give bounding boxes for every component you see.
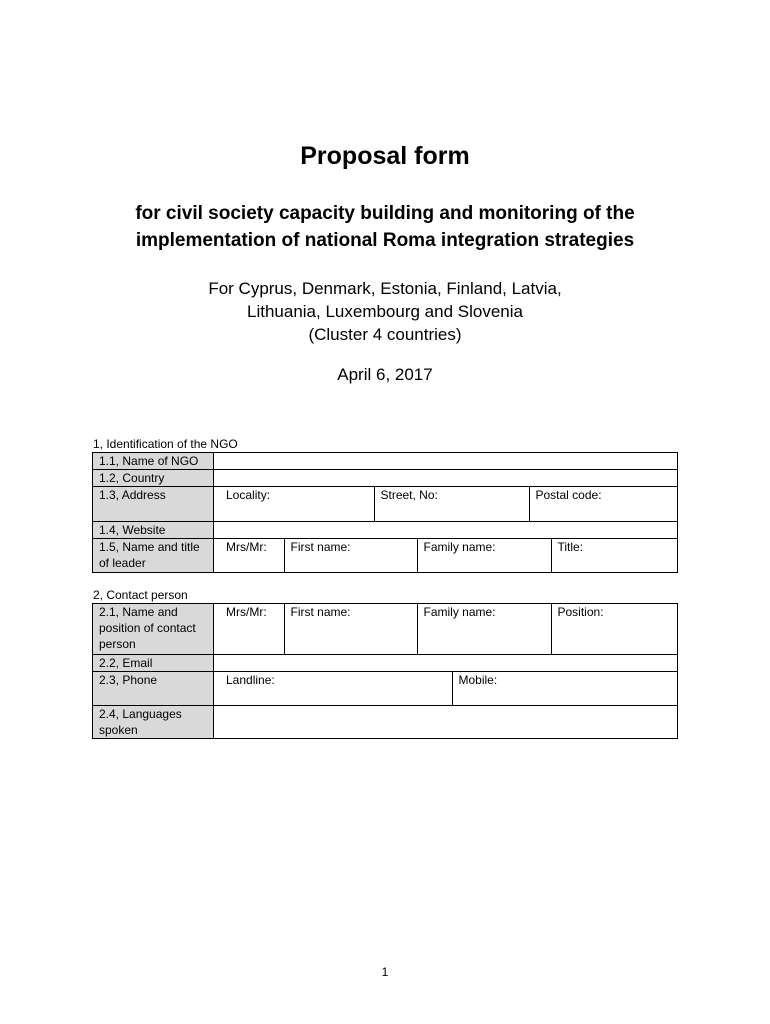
contact-family-name-field[interactable]: Family name: (417, 604, 551, 654)
countries-line-1: For Cyprus, Denmark, Estonia, Finland, Latvia, (208, 279, 562, 298)
countries-line-2: Lithuania, Luxembourg and Slovenia (247, 302, 523, 321)
country-label: 1.2, Country (93, 470, 214, 487)
leader-field-group (214, 539, 678, 573)
leader-mrs-mr-field[interactable]: Mrs/Mr: (226, 540, 267, 554)
name-of-ngo-field[interactable] (214, 453, 678, 470)
table-row (93, 522, 678, 539)
landline-field[interactable]: Landline: (226, 673, 275, 687)
section1-heading: 1, Identification of the NGO (93, 437, 238, 451)
contact-first-name-field[interactable]: First name: (284, 604, 417, 654)
address-field-group (214, 487, 678, 522)
table-row (93, 604, 678, 655)
locality-field[interactable]: Locality: (226, 488, 271, 502)
languages-field[interactable] (214, 706, 678, 739)
website-label: 1.4, Website (93, 522, 214, 539)
table-row (93, 470, 678, 487)
page-title: Proposal form (300, 142, 470, 170)
page-subtitle (0, 200, 770, 254)
phone-field-group (214, 672, 678, 706)
countries-text (0, 277, 770, 346)
country-field[interactable] (214, 470, 678, 487)
ngo-identification-table (92, 452, 678, 573)
table-row (93, 706, 678, 739)
leader-family-name-field[interactable]: Family name: (417, 539, 551, 572)
leader-first-name-field[interactable]: First name: (284, 539, 417, 572)
contact-person-table (92, 603, 678, 739)
section2-heading: 2, Contact person (93, 588, 188, 602)
email-label: 2.2, Email (93, 655, 214, 672)
address-label: 1.3, Address (93, 487, 214, 522)
postal-code-field[interactable]: Postal code: (529, 487, 671, 521)
name-of-ngo-label: 1.1, Name of NGO (93, 453, 214, 470)
email-field[interactable] (214, 655, 678, 672)
website-field[interactable] (214, 522, 678, 539)
table-row (93, 539, 678, 573)
page-number: 1 (381, 965, 389, 979)
contact-position-field[interactable]: Position: (551, 604, 671, 654)
countries-line-3: (Cluster 4 countries) (308, 325, 462, 344)
subtitle-line-1: for civil society capacity building and monitoring of the (135, 203, 635, 224)
table-row (93, 453, 678, 470)
languages-label: 2.4, Languages spoken (93, 706, 214, 739)
contact-person-label: 2.1, Name and position of contact person (93, 604, 214, 655)
street-field[interactable]: Street, No: (374, 487, 529, 521)
table-row (93, 672, 678, 706)
table-row (93, 655, 678, 672)
phone-label: 2.3, Phone (93, 672, 214, 706)
leader-label: 1.5, Name and title of leader (93, 539, 214, 573)
mobile-field[interactable]: Mobile: (452, 672, 671, 705)
subtitle-line-2: implementation of national Roma integration strategies (135, 230, 635, 251)
leader-title-field[interactable]: Title: (551, 539, 671, 572)
document-date: April 6, 2017 (337, 365, 433, 384)
contact-field-group (214, 604, 678, 655)
table-row (93, 487, 678, 522)
contact-mrs-mr-field[interactable]: Mrs/Mr: (226, 605, 267, 619)
